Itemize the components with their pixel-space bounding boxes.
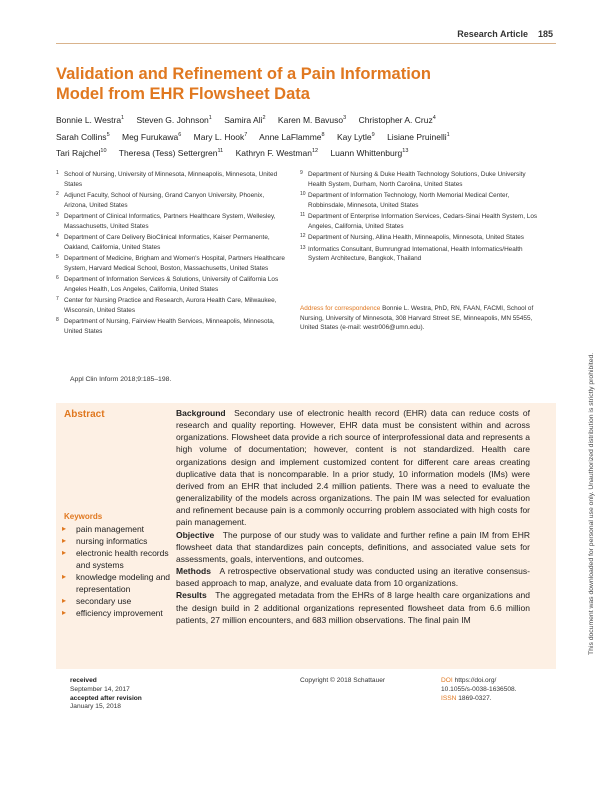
article-type-label: Research Article [457, 29, 528, 39]
affiliation [56, 191, 288, 210]
author-affiliation-number: 11 [217, 148, 224, 155]
author [359, 115, 436, 125]
affiliation [56, 317, 288, 336]
author [136, 115, 211, 125]
keyword-item [62, 547, 172, 571]
author-name: Bonnie L. Westra [56, 114, 122, 125]
keyword-item [62, 571, 172, 595]
author-affiliation-number: 3 [343, 115, 347, 121]
abstract-section-label: Background [176, 408, 226, 418]
accepted-date: January 15, 2018 [70, 703, 121, 711]
author [236, 148, 319, 158]
keyword-text: efficiency improvement [76, 608, 163, 618]
dates-block [70, 677, 142, 712]
abstract-section-text: The aggregated metadata from the EHRs of 8 large health care organizations and the design build in 2 additional organizations represented flowsheet data from 6.6 million patients, 27 million encounters, and 683 million observations. The final pain IM [176, 590, 530, 625]
author-name: Luann Whittenburg [330, 148, 403, 159]
bullet-arrow-icon: ▸ [62, 572, 67, 581]
affiliation [56, 296, 288, 315]
bullet-arrow-icon: ▸ [62, 524, 67, 533]
author-affiliation-number: 10 [100, 148, 107, 155]
abstract-section-label: Objective [176, 529, 215, 540]
author-affiliation-number: 2 [262, 115, 266, 121]
author-name: Christopher A. Cruz [358, 114, 433, 125]
keyword-item [62, 535, 172, 547]
author-affiliation-number: 13 [402, 148, 409, 155]
affiliation [300, 212, 545, 231]
affiliation-number: 8 [56, 317, 59, 323]
bullet-arrow-icon: ▸ [62, 596, 67, 605]
keyword-item [62, 595, 172, 607]
author-affiliation-number: 1 [446, 131, 450, 138]
author-name: Lisiane Pruinelli [387, 131, 447, 142]
keyword-text: secondary use [76, 596, 132, 606]
affiliations-right [300, 170, 545, 266]
affiliation-number: 11 [300, 212, 306, 218]
author-name: Sarah Collins [56, 131, 107, 142]
abstract-section-text: A retrospective observational study was conducted using an iterative consensus-based approach to map, analyze, and evaluate data from 10 organizations. [176, 566, 530, 589]
author [194, 132, 248, 142]
author [56, 132, 110, 142]
affiliation-text: Department of Nursing, Allina Health, Minneapolis, Minnesota, United States [308, 234, 524, 241]
author-name: Samira Ali [224, 114, 263, 125]
affiliation [56, 275, 288, 294]
bullet-arrow-icon: ▸ [62, 608, 67, 617]
affiliation-number: 5 [56, 254, 59, 260]
affiliation [56, 212, 288, 231]
abstract-section-text: The purpose of our study was to validate and further refine a pain IM from EHR flowsheet data that standardizes pain concepts, definitions, and associated value sets for assessments, goals, interventions, and outcomes. [176, 529, 530, 564]
author-affiliation-number: 8 [321, 131, 325, 138]
doi-block [441, 677, 517, 703]
author-affiliation-number: 9 [371, 131, 375, 138]
keyword-text: pain management [76, 524, 145, 534]
affiliation-text: Adjunct Faculty, School of Nursing, Grand Canyon University, Phoenix, Arizona, United States [64, 192, 265, 209]
author-name: Kathryn F. Westman [235, 148, 312, 159]
author-name: Anne LaFlamme [259, 131, 322, 142]
affiliation-text: School of Nursing, University of Minnesota, Minneapolis, Minnesota, United States [64, 171, 278, 188]
author [278, 115, 346, 125]
affiliation-number: 4 [56, 233, 59, 239]
affiliation-text: Department of Information Services & Solutions, University of California Los Angeles Health, Los Angeles, California, United States [64, 276, 279, 293]
abstract-section [176, 529, 530, 565]
page-number: 185 [537, 29, 553, 39]
author [119, 148, 223, 158]
distribution-notice: This document was downloaded for personal use only. Unauthorized distribution is strictly prohibited. [588, 352, 595, 655]
author-name: Kay Lytle [336, 131, 372, 142]
keyword-list [62, 523, 172, 619]
header-divider [56, 43, 556, 44]
issn-value: 1869-0327. [458, 694, 492, 702]
affiliation-number: 9 [300, 170, 303, 176]
author-affiliation-number: 6 [178, 131, 182, 138]
keyword-item [62, 523, 172, 535]
author-affiliation-number: 1 [121, 115, 125, 121]
correspondence-label: Address for correspondence [300, 305, 381, 312]
abstract-section-label: Methods [176, 566, 211, 577]
abstract-body [176, 407, 530, 626]
author [387, 132, 450, 142]
affiliations-left [56, 170, 288, 338]
affiliation-number: 12 [300, 233, 306, 239]
paper-title: Validation and Refinement of a Pain Information Model from EHR Flowsheet Data [56, 65, 431, 103]
affiliation-text: Department of Nursing & Duke Health Technology Solutions, Duke University Health System, Durham, North Carolina, United States [308, 171, 526, 188]
affiliation-text: Department of Nursing, Fairview Health Services, Minneapolis, Minnesota, United States [64, 318, 275, 335]
abstract-section-label: Results [176, 590, 207, 601]
affiliation-text: Department of Clinical Informatics, Partners Healthcare System, Wellesley, Massachusetts, United States [64, 213, 276, 230]
author-name: Mary L. Hook [193, 131, 245, 142]
keyword-text: electronic health records and systems [76, 548, 169, 570]
author [56, 115, 124, 125]
author-name: Theresa (Tess) Settergren [118, 148, 218, 159]
abstract-section [176, 565, 530, 589]
affiliation-text: Department of Information Technology, North Memorial Medical Center, Robbinsdale, Minnesota, United States [308, 192, 510, 209]
accepted-label: accepted after revision [70, 694, 142, 702]
doi-link[interactable]: https://doi.org/ [454, 677, 497, 684]
doi-label: DOI [441, 677, 453, 684]
author-name: Karen M. Bavuso [277, 114, 344, 125]
author-name: Steven G. Johnson [136, 114, 209, 125]
keyword-item [62, 607, 172, 619]
affiliation-text: Department of Enterprise Information Services, Cedars-Sinai Health System, Los Angeles, California, United States [308, 213, 538, 230]
affiliation [56, 233, 288, 252]
doi-value: 10.1055/s-0038-1636508. [441, 685, 517, 693]
author-affiliation-number: 4 [432, 115, 436, 121]
author-affiliation-number: 12 [311, 148, 319, 155]
affiliation-number: 6 [56, 275, 59, 281]
copyright: Copyright © 2018 Schattauer [300, 677, 386, 684]
issn-label: ISSN [441, 694, 457, 702]
affiliation-number: 1 [56, 170, 59, 176]
affiliation-text: Department of Care Delivery BioClinical Informatics, Kaiser Permanente, Oakland, California, United States [64, 234, 270, 251]
keywords-heading: Keywords [64, 512, 103, 521]
correspondence [300, 304, 550, 333]
author-affiliation-number: 1 [208, 115, 212, 121]
correspondence-text: Bonnie L. Westra, PhD, RN, FAAN, FACMI, School of Nursing, University of Minnesota, 308 Harvard Street SE, Minneapolis, MN 55455, United States (e-mail: westr006@umn.edu). [300, 305, 534, 331]
bullet-arrow-icon: ▸ [62, 536, 67, 545]
author [259, 132, 324, 142]
affiliation-number: 7 [56, 296, 59, 302]
author-affiliation-number: 7 [244, 131, 248, 138]
received-label: received [70, 677, 97, 684]
affiliation-number: 10 [300, 191, 306, 197]
affiliation-number: 2 [56, 191, 59, 197]
affiliation [300, 233, 545, 243]
affiliation [300, 191, 545, 210]
abstract-section [176, 589, 530, 625]
keyword-text: nursing informatics [76, 536, 148, 546]
affiliation-text: Department of Medicine, Brigham and Women's Hospital, Partners Healthcare System, Harvard Medical School, Boston, Massachusetts, United States [64, 255, 285, 272]
received-date: September 14, 2017 [70, 685, 130, 693]
affiliation-number: 3 [56, 212, 59, 218]
author-affiliation-number: 5 [106, 131, 110, 138]
author [224, 115, 265, 125]
author-list [56, 111, 556, 161]
abstract-section [176, 407, 530, 529]
affiliation [56, 170, 288, 189]
author [337, 132, 375, 142]
author-name: Meg Furukawa [122, 131, 179, 142]
affiliation-text: Center for Nursing Practice and Research, Aurora Health Care, Milwaukee, Wisconsin, United States [64, 297, 277, 314]
citation: Appl Clin Inform 2018;9:185–198. [70, 376, 172, 383]
keyword-text: knowledge modeling and representation [76, 572, 171, 594]
author [122, 132, 181, 142]
bullet-arrow-icon: ▸ [62, 548, 67, 557]
affiliation-number: 13 [300, 244, 306, 251]
affiliation [56, 254, 288, 273]
affiliation [300, 170, 545, 189]
abstract-section-text: Secondary use of electronic health record (EHR) data can reduce costs of research and quality reporting. However, EHR data must be consistent within and across organizations. Flowsheet data provide a rich source of interprofessional data and represents a high volume of documentation; however, content is not standardized. Health care organizations design and implement customized content for different care areas creating duplicative data that is noncomparable. In a prior study, 10 information models (IMs) were derived from an EHR that included 2.4 million patients. There was a need to evaluate the generalizability of the models across organizations. The pain IM was selected for evaluation and refinement because pain is a commonly occurring problem associated with high costs for pain management. [176, 408, 530, 528]
affiliation [300, 245, 545, 264]
abstract-heading: Abstract [64, 409, 105, 420]
author [56, 148, 107, 158]
affiliation-text: Informatics Consultant, Bumrungrad International, Health Informatics/Health System Architecture, Bangkok, Thailand [308, 245, 523, 262]
author-name: Tari Rajchel [56, 148, 101, 159]
author [330, 148, 408, 158]
